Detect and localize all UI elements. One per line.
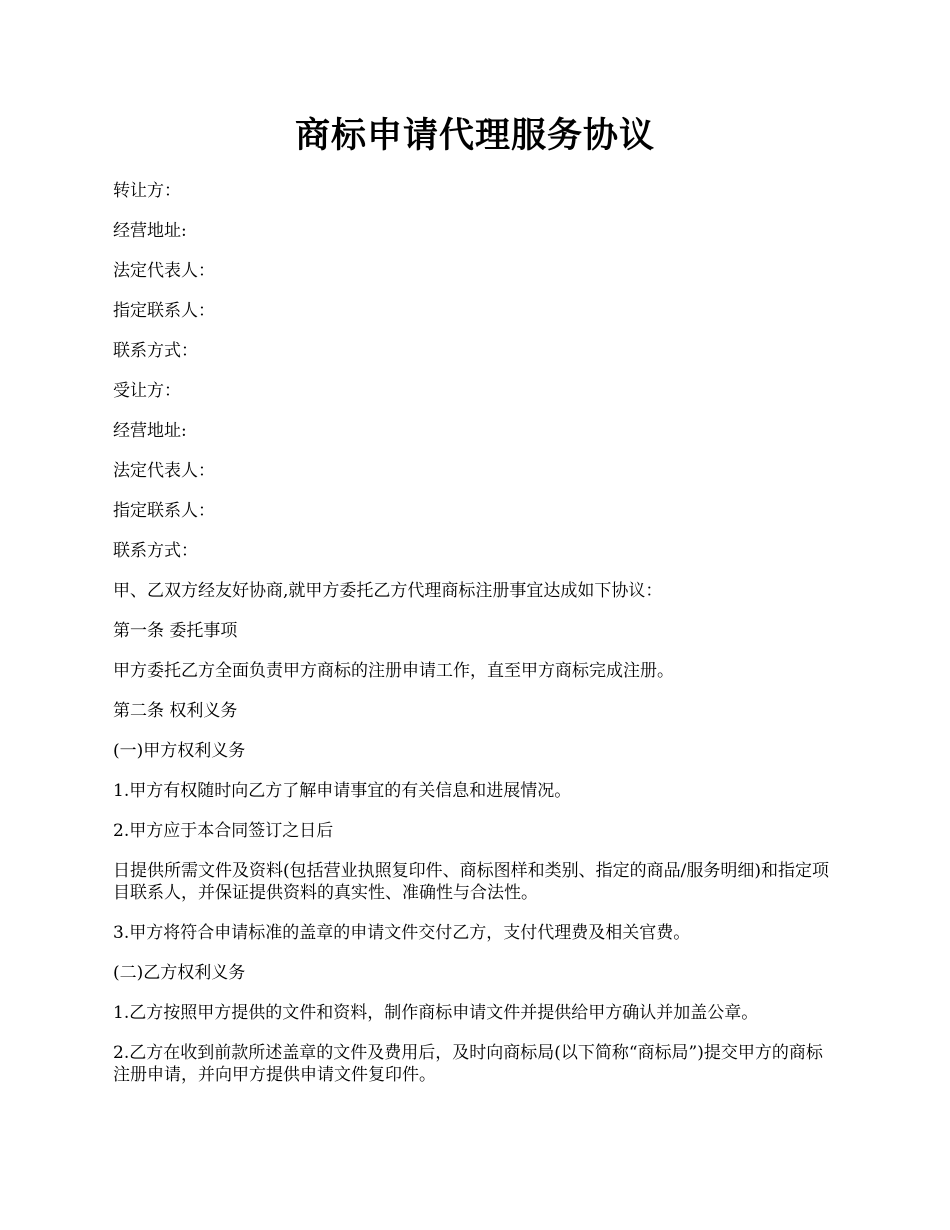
paragraph-preamble: 甲、乙双方经友好协商,就甲方委托乙方代理商标注册事宜达成如下协议： — [113, 581, 663, 601]
paragraph-transferor: 转让方： — [113, 181, 181, 201]
party-b-clause-1: 1.乙方按照甲方提供的文件和资料，制作商标申请文件并提供给甲方确认并加盖公章。 — [113, 1003, 759, 1023]
party-a-clause-2-continued: 日提供所需文件及资料(包括营业执照复印件、商标图样和类别、指定的商品/服务明细)和指定项目联系人，并保证提供资料的真实性、准确性与合法性。 — [113, 861, 829, 903]
party-a-clause-2: 2.甲方应于本合同签订之日后 — [113, 821, 334, 841]
party-a-clause-3: 3.甲方将符合申请标准的盖章的申请文件交付乙方，支付代理费及相关官费。 — [113, 923, 691, 943]
document-title: 商标申请代理服务协议 — [294, 115, 655, 156]
party-a-clause-1: 1.甲方有权随时向乙方了解申请事宜的有关信息和进展情况。 — [113, 781, 572, 801]
paragraph-transferor-contact-person: 指定联系人： — [113, 301, 215, 321]
paragraph-transferor-address: 经营地址: — [113, 221, 187, 241]
article-1-heading: 第一条 委托事项 — [113, 621, 238, 641]
article-2-heading: 第二条 权利义务 — [113, 701, 238, 721]
paragraph-transferee: 受让方： — [113, 381, 181, 401]
paragraph-transferee-legal-rep: 法定代表人： — [113, 461, 215, 481]
party-a-rights-heading: (一)甲方权利义务 — [113, 741, 246, 761]
document-body — [113, 180, 838, 1104]
paragraph-transferee-contact-info: 联系方式： — [113, 541, 198, 561]
party-b-clause-2: 2.乙方在收到前款所述盖章的文件及费用后，及时向商标局(以下简称“商标局”)提交甲方的商标注册申请，并向甲方提供申请文件复印件。 — [113, 1043, 823, 1085]
party-b-rights-heading: (二)乙方权利义务 — [113, 963, 246, 983]
paragraph-transferee-contact-person: 指定联系人： — [113, 501, 215, 521]
paragraph-transferor-contact-info: 联系方式： — [113, 341, 198, 361]
paragraph-transferee-address: 经营地址: — [113, 421, 187, 441]
paragraph-transferor-legal-rep: 法定代表人： — [113, 261, 215, 281]
article-1-text: 甲方委托乙方全面负责甲方商标的注册申请工作，直至甲方商标完成注册。 — [113, 661, 674, 681]
